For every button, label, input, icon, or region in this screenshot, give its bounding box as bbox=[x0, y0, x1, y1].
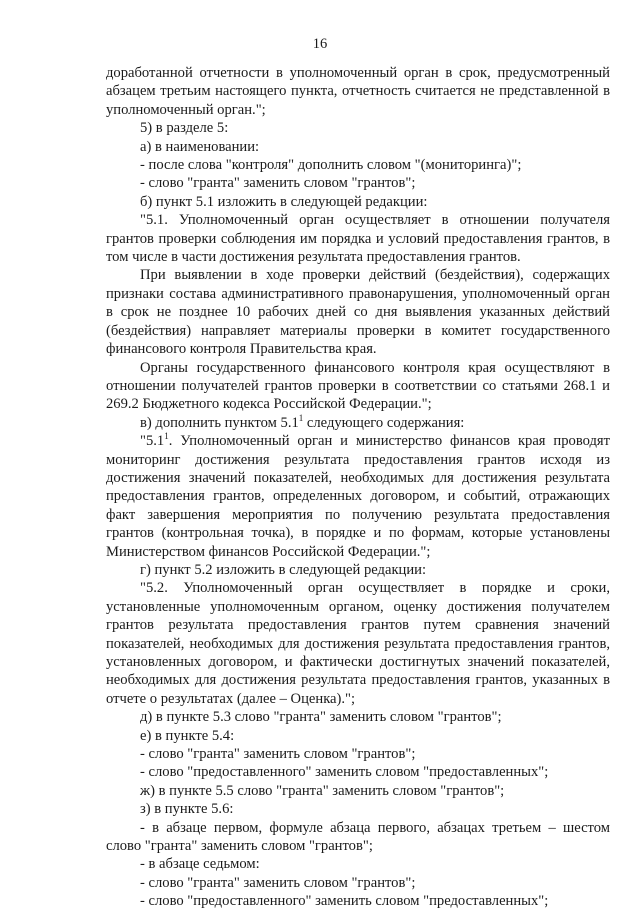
paragraph: "5.2. Уполномоченный орган осуществляет в порядке и сроки, установленные уполномоченным органом, оценку достижения получателем грантов результата предоставления грантов путем сравнения значений показателей, необходимых для достижения результата предоставления грантов, установленных договором, и фактически достигнутых значений показателей, необходимых для достижения результата предоставления грантов, указанных в отчете о результатах (далее – Оценка)."; bbox=[106, 580, 610, 707]
paragraph: 5) в разделе 5: bbox=[140, 120, 229, 137]
paragraph-text: в) дополнить пунктом 5.1 bbox=[140, 414, 299, 431]
paragraph: Органы государственного финансового контроля края осуществляют в отношении получателей грантов проверки в соответствии со статьями 268.1 и 269.2 Бюджетного кодекса Российской Федерации."; bbox=[106, 359, 610, 413]
paragraph: доработанной отчетности в уполномоченный орган в срок, предусмотренный абзацем третьим настоящего пункта, отчетность считается не представленной в уполномоченный орган."; bbox=[106, 65, 610, 118]
paragraph: "5.1. Уполномоченный орган осуществляет в отношении получателя грантов проверки соблюдения им порядка и условий предоставления грантов, в том числе в части достижения результата предоставления грантов. bbox=[106, 212, 610, 266]
superscript: 1 bbox=[298, 412, 304, 423]
paragraph: - слово "предоставленного" заменить словом "предоставленных"; bbox=[140, 893, 549, 910]
paragraph: - слово "гранта" заменить словом "грантов"; bbox=[140, 746, 416, 763]
document-body bbox=[106, 64, 610, 911]
paragraph-text: следующего содержания: bbox=[303, 414, 465, 431]
page-number: 16 bbox=[312, 36, 328, 52]
paragraph-text: . Уполномоченный орган и министерство финансов края проводят мониторинг достижения результата предоставления грантов исходя из достижения значений показателей, необходимых для достижения результата предоставления грантов, определенных договором, и событий, отражающих факт завершения мероприятия по получению результата предоставления грантов (контрольная точка), в порядке и по формам, которые установлены Министерством финансов Российской Федерации."; bbox=[106, 433, 610, 560]
paragraph: - в абзаце седьмом: bbox=[140, 856, 260, 873]
paragraph: - после слова "контроля" дополнить словом "(мониторинга)"; bbox=[140, 157, 522, 174]
paragraph: При выявлении в ходе проверки действий (бездействия), содержащих признаки состава административного правонарушения, уполномоченный орган в срок не позднее 10 рабочих дней со дня выявления указанных действий (бездействия) направляет материалы проверки в комитет государственного финансового контроля Правительства края. bbox=[106, 267, 610, 358]
paragraph: - слово "гранта" заменить словом "грантов"; bbox=[140, 874, 416, 891]
paragraph: е) в пункте 5.4: bbox=[140, 727, 235, 744]
paragraph: ж) в пункте 5.5 слово "гранта" заменить словом "грантов"; bbox=[140, 782, 505, 799]
paragraph: - слово "предоставленного" заменить словом "предоставленных"; bbox=[140, 764, 549, 781]
paragraph bbox=[106, 432, 610, 561]
superscript: 1 bbox=[164, 431, 169, 442]
paragraph: - в абзаце первом, формуле абзаца первого, абзацах третьем – шестом слово "гранта" заменить словом "грантов"; bbox=[106, 819, 610, 855]
paragraph: д) в пункте 5.3 слово "гранта" заменить словом "грантов"; bbox=[140, 709, 502, 726]
paragraph: г) пункт 5.2 изложить в следующей редакции: bbox=[140, 561, 427, 578]
paragraph: б) пункт 5.1 изложить в следующей редакции: bbox=[140, 193, 428, 210]
paragraph: а) в наименовании: bbox=[140, 138, 260, 155]
paragraph-text: "5.1 bbox=[140, 433, 165, 450]
paragraph: з) в пункте 5.6: bbox=[140, 801, 234, 818]
paragraph bbox=[106, 414, 610, 432]
paragraph: - слово "гранта" заменить словом "грантов"; bbox=[140, 175, 416, 192]
